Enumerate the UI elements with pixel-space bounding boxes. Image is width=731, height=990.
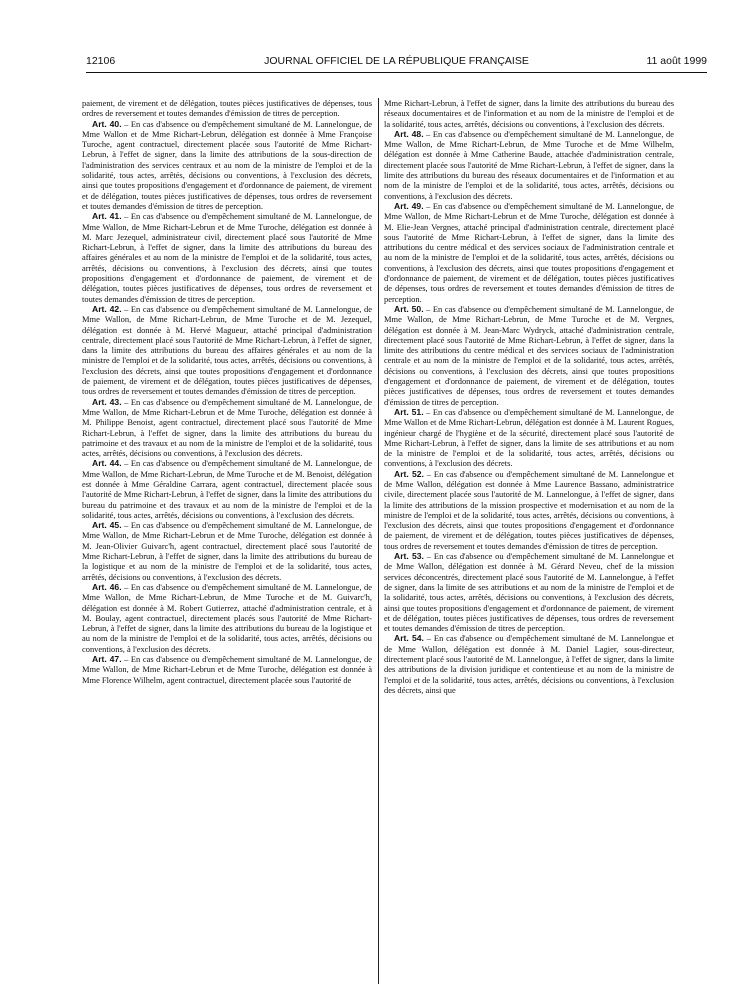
article-50 xyxy=(384,304,674,407)
journal-title: JOURNAL OFFICIEL DE LA RÉPUBLIQUE FRANÇAISE xyxy=(264,55,529,67)
article-label: Art. 42. xyxy=(92,303,122,314)
article-42 xyxy=(82,304,372,397)
article-45 xyxy=(82,520,372,582)
article-text: – En cas d'absence ou d'empêchement simultané de M. Lannelongue et de Mme Wallon, délégation est donnée à M. Gérard Neveu, chef de la mission services déconcentrés, directement placé sous l'autorité de M. Lannelongue, à l'effet de signer, dans la limite de ses attributions et au nom de la ministre de l'emploi et de la solidarité, tous actes, arrêtés, décisions ou conventions, à l'exclusion des décrets, ainsi que toutes propositions d'engagement et d'ordonnance de paiement, de virement et de délégation, toutes pièces justificatives de dépenses, tous ordres de reversement et toutes demandes d'émission de titres de perception. xyxy=(384,551,674,634)
article-text: – En cas d'absence ou d'empêchement simultané de M. Lannelongue, de Mme Wallon et de Mme Richart-Lebrun, délégation est donnée à M. Laurent Rogues, ingénieur chargé de l'hygiène et de la sécurité, directement placé sous l'autorité de Mme Richart-Lebrun, à l'effet de signer, dans la limite de ses attributions et au nom de la ministre de l'emploi et de la solidarité, tous actes, arrêtés, décisions ou conventions, à l'exclusion des décrets. xyxy=(384,406,674,469)
article-43 xyxy=(82,397,372,459)
article-text: – En cas d'absence ou d'empêchement simultané de M. Lannelongue, de Mme Wallon et de Mme Richart-Lebrun, délégation est donnée à Mme Françoise Turoche, agent contractuel, directement placée sous l'autorité de Mme Richart-Lebrun, à l'effet de signer, dans la limite des attributions de la sous-direction de l'administration des services centraux et au nom de la ministre de l'emploi et de la solidarité, tous actes, arrêtés, décisions ou conventions, à l'exclusion des décrets, ainsi que toutes propositions d'engagement et d'ordonnance de paiement, de virement et de délégation, toutes pièces justificatives de dépenses, tous ordres de reversement et toutes demandes d'émission de titres de perception. xyxy=(82,118,372,211)
article-text: – En cas d'absence ou d'empêchement simultané de M. Lannelongue, de Mme Wallon, de Mme Richart-Lebrun et de Mme Turoche, délégation est donnée à M. Philippe Benoist, agent contractuel, directement placé sous l'autorité de Mme Richart-Lebrun, à l'effet de signer, dans la limite des attributions du bureau du patrimoine et des travaux et au nom de la ministre de l'emploi et de la solidarité, tous actes, arrêtés, décisions ou conventions, à l'exclusion des décrets. xyxy=(82,396,372,459)
article-54 xyxy=(384,633,674,695)
article-text: – En cas d'absence ou d'empêchement simultané de M. Lannelongue, de Mme Wallon, de Mme Richart-Lebrun, de Mme Turoche et de M. Vergnes, délégation est donnée à M. Jean-Marc Wydryck, attaché d'administration centrale, directement placé sous l'autorité de Mme Richart-Lebrun, à l'effet de signer, dans la limite des attributions du centre médical et des services sociaux de l'administration centrale et au nom de la ministre de l'emploi et de la solidarité, tous actes, arrêtés, décisions ou conventions, à l'exclusion des décrets, ainsi que toutes propositions d'engagement et d'ordonnance de paiement, de virement et de délégation, toutes pièces justificatives de dépenses, tous ordres de reversement et toutes demandes d'émission de titres de perception. xyxy=(384,303,674,407)
article-text: – En cas d'absence ou d'empêchement simultané de M. Lannelongue et de Mme Wallon, délégation est donnée à M. Daniel Lagier, sous-directeur, directement placé sous l'autorité de M. Lannelongue, à l'effet de signer, dans la limite des attributions de la division juridique et contentieuse et au nom de la ministre de l'emploi et de la solidarité, tous actes, arrêtés, décisions ou conventions, à l'exclusion des décrets, ainsi que xyxy=(384,633,674,695)
continuation-paragraph: Mme Richart-Lebrun, à l'effet de signer, dans la limite des attributions du bureau des réseaux documentaires et de l'information et au nom de la ministre de l'emploi et de la solidarité, tous actes, arrêtés, décisions ou conventions, à l'exclusion des décrets. xyxy=(384,98,674,129)
article-text: – En cas d'absence ou d'empêchement simultané de M. Lannelongue, de Mme Wallon, de Mme Richart-Lebrun, de Mme Turoche et de M. Guivarc'h, délégation est donnée à M. Robert Gutierrez, attaché d'administration centrale, et à M. Boulay, agent contractuel, directement placés sous l'autorité de Mme Richart-Lebrun, à l'effet de signer, dans la limite des attributions du bureau de la logistique et au nom de la ministre de l'emploi et de la solidarité, tous actes, arrêtés, décisions ou conventions, à l'exclusion des décrets. xyxy=(82,581,372,654)
article-text: – En cas d'absence ou d'empêchement simultané de M. Lannelongue, de Mme Wallon, de Mme Richart-Lebrun, de Mme Turoche et de M. Jezequel, délégation est donnée à M. Hervé Magueur, attaché principal d'administration centrale, directement placé sous l'autorité de Mme Richart-Lebrun, à l'effet de signer, dans la limite des attributions du bureau des affaires générales et au nom de la ministre de l'emploi et de la solidarité, tous actes, arrêtés, décisions ou conventions, à l'exclusion des décrets, ainsi que toutes propositions d'engagement et d'ordonnance de paiement, de virement et de délégation, toutes pièces justificatives de dépenses, tous ordres de reversement et toutes demandes d'émission de titres de perception. xyxy=(82,303,372,397)
column-divider xyxy=(378,98,379,984)
article-label: Art. 43. xyxy=(92,396,122,407)
article-52 xyxy=(384,469,674,551)
article-label: Art. 45. xyxy=(92,520,122,531)
article-text: – En cas d'absence ou d'empêchement simultané de M. Lannelongue, de Mme Wallon, de Mme Richart-Lebrun, de Mme Turoche et de Mme Wilhelm, délégation est donnée à Mme Catherine Baude, attachée d'administration centrale, directement placée sous l'autorité de Mme Richart-Lebrun, à l'effet de signer, dans la limite des attributions du bureau des réseaux documentaires et de l'information et au nom de la ministre de l'emploi et de la solidarité, tous actes, arrêtés, décisions ou conventions, à l'exclusion des décrets. xyxy=(384,128,674,201)
article-48 xyxy=(384,129,674,201)
article-44 xyxy=(82,458,372,520)
article-label: Art. 53. xyxy=(394,551,424,562)
article-label: Art. 51. xyxy=(394,406,424,417)
article-label: Art. 41. xyxy=(92,211,122,222)
issue-date: 11 août 1999 xyxy=(646,55,707,67)
page-header xyxy=(86,55,707,69)
continuation-paragraph: paiement, de virement et de délégation, toutes pièces justificatives de dépenses, tous ordres de reversement et toutes demandes d'émission de titres de perception. xyxy=(82,98,372,119)
right-column xyxy=(384,98,674,695)
page-number: 12106 xyxy=(86,55,116,67)
article-46 xyxy=(82,582,372,654)
article-label: Art. 46. xyxy=(92,581,122,592)
article-label: Art. 47. xyxy=(92,654,122,665)
article-41 xyxy=(82,211,372,304)
article-label: Art. 48. xyxy=(394,128,424,139)
article-label: Art. 50. xyxy=(394,303,424,314)
left-column xyxy=(82,98,372,685)
article-text: – En cas d'absence ou d'empêchement simultané de M. Lannelongue, de Mme Wallon, de Mme Richart-Lebrun et de Mme Turoche, délégation est donnée à M. Jean-Olivier Guivarc'h, agent contractuel, directement placé sous l'autorité de Mme Richart-Lebrun, à l'effet de signer, dans la limite des attributions du bureau de la logistique et au nom de la ministre de l'emploi et de la solidarité, tous actes, arrêtés, décisions ou conventions, à l'exclusion des décrets. xyxy=(82,520,372,582)
article-51 xyxy=(384,407,674,469)
article-text: – En cas d'absence ou d'empêchement simultané de M. Lannelongue, de Mme Wallon, de Mme Richart-Lebrun et de Mme Turoche, délégation est donnée à M. Elie-Jean Vergnes, attaché principal d'administration centrale, directement placé sous l'autorité de Mme Richart-Lebrun, à l'effet de signer, dans la limite des attributions du centre médical et des services sociaux de l'administration centrale et au nom de la ministre de l'emploi et de la solidarité, tous actes, arrêtés, décisions ou conventions, à l'exclusion des décrets, ainsi que toutes propositions d'engagement et d'ordonnance de paiement, de virement et de délégation, toutes pièces justificatives de dépenses, tous ordres de reversement et toutes demandes d'émission de titres de perception. xyxy=(384,200,674,304)
article-text: – En cas d'absence ou d'empêchement simultané de M. Lannelongue, de Mme Wallon, de Mme Richart-Lebrun et de Mme Turoche, délégation est donnée à Mme Florence Wilhelm, agent contractuel, directement placée sous l'autorité de xyxy=(82,654,372,685)
article-text: – En cas d'absence ou d'empêchement simultané de M. Lannelongue, de Mme Wallon, de Mme Richart-Lebrun et de Mme Turoche, délégation est donnée à M. Marc Jezequel, administrateur civil, directement placé sous l'autorité de Mme Richart-Lebrun, à l'effet de signer, dans la limite des attributions du bureau des affaires générales et au nom de la ministre de l'emploi et de la solidarité, tous actes, arrêtés, décisions ou conventions, à l'exclusion des décrets, ainsi que toutes propositions d'engagement et d'ordonnance de paiement, de virement et de délégation, toutes pièces justificatives de dépenses, tous ordres de reversement et toutes demandes d'émission de titres de perception. xyxy=(82,211,372,304)
article-40 xyxy=(82,119,372,212)
article-label: Art. 44. xyxy=(92,458,122,469)
article-53 xyxy=(384,551,674,633)
article-label: Art. 54. xyxy=(394,633,424,644)
article-text: – En cas d'absence ou d'empêchement simultané de M. Lannelongue, de Mme Wallon, de Mme Richart-Lebrun, de Mme Turoche et de M. Benoist, délégation est donnée à Mme Géraldine Carrara, agent contractuel, directement placée sous l'autorité de Mme Richart-Lebrun, à l'effet de signer, dans la limite des attributions du bureau du patrimoine et des travaux et au nom de la ministre de l'emploi et de la solidarité, tous actes, arrêtés, décisions ou conventions, à l'exclusion des décrets. xyxy=(82,458,372,520)
article-47 xyxy=(82,654,372,685)
article-label: Art. 40. xyxy=(92,118,122,129)
article-49 xyxy=(384,201,674,304)
article-label: Art. 52. xyxy=(394,468,424,479)
article-text: – En cas d'absence ou d'empêchement simultané de M. Lannelongue et de Mme Wallon, délégation est donnée à Mme Laurence Bassano, administratrice civile, directement placée sous l'autorité de M. Lannelongue, à l'effet de signer, dans la limite des attributions de la mission prospective et modernisation et au nom de la ministre de l'emploi et de la solidarité, tous actes, arrêtés, décisions ou conventions, à l'exclusion des décrets, ainsi que toutes propositions d'engagement et d'ordonnance de paiement, de virement et de délégation, toutes pièces justificatives de dépenses, tous ordres de reversement et toutes demandes d'émission de titres de perception. xyxy=(384,468,674,551)
article-label: Art. 49. xyxy=(394,200,424,211)
header-rule xyxy=(86,72,707,73)
